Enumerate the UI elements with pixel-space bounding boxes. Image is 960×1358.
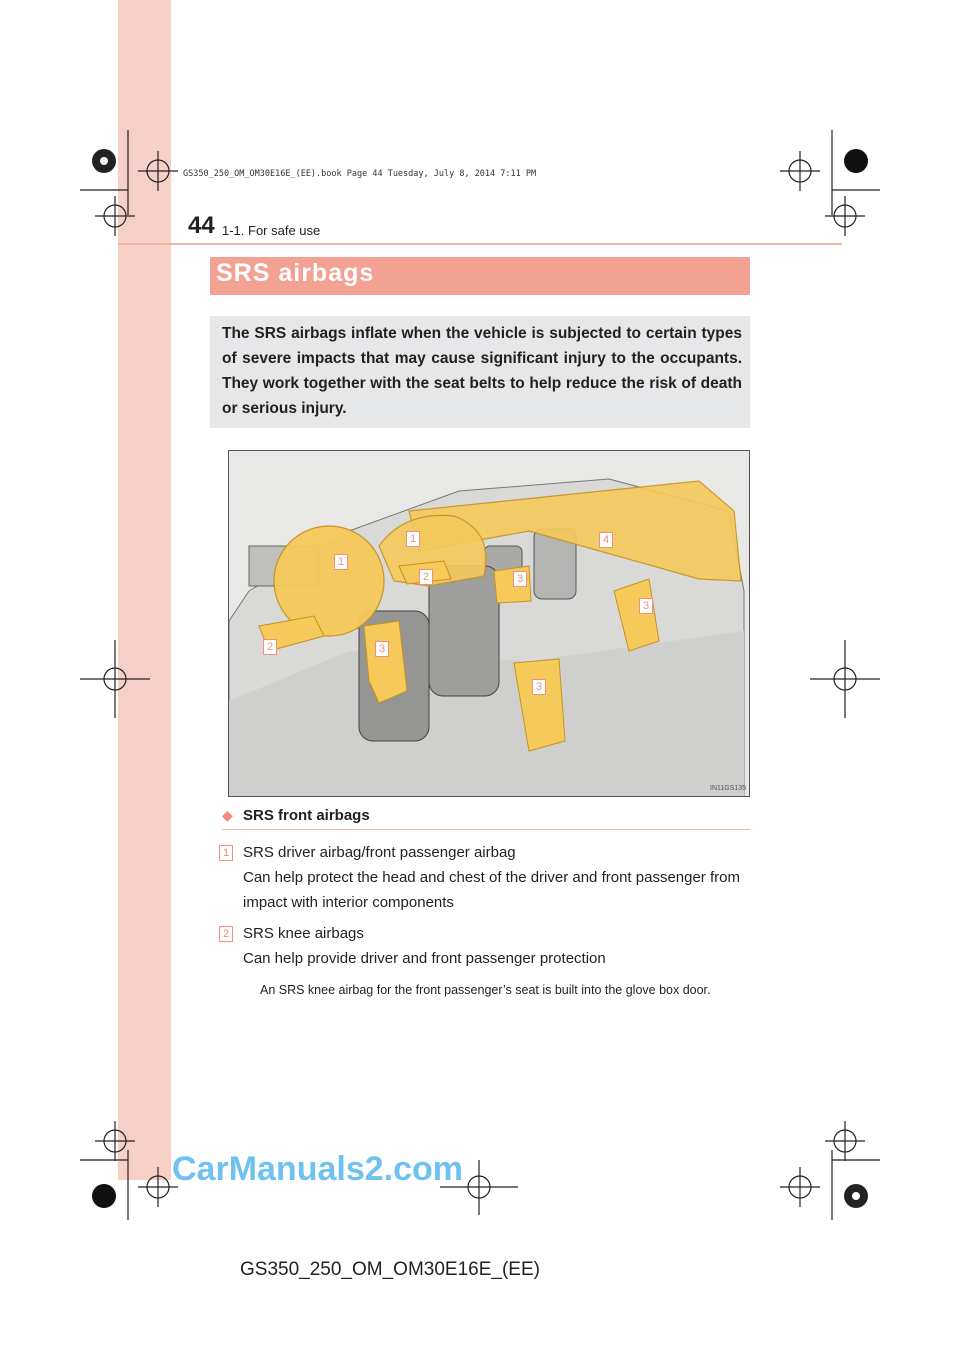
airbag-illustration [228, 450, 750, 797]
starburst-mark [92, 149, 116, 173]
crosshair-mark [810, 640, 880, 718]
figure-callout: 3 [375, 641, 389, 657]
front-passenger-seat [429, 566, 499, 696]
item-number-badge: 1 [219, 845, 233, 861]
figure-code: IN11GS135 [710, 785, 747, 792]
book-info-stamp: GS350_250_OM_OM30E16E_(EE).book Page 44 Tuesday, July 8, 2014 7:11 PM [183, 169, 537, 179]
figure-callout: 1 [406, 531, 420, 547]
figure-callout: 2 [263, 639, 277, 655]
page-title: SRS airbags [216, 259, 375, 287]
crosshair-mark [780, 151, 820, 191]
list-item [243, 840, 753, 915]
figure-callout: 2 [419, 569, 433, 585]
item-number-badge: 2 [219, 926, 233, 942]
note-text: An SRS knee airbag for the front passenger’s seat is built into the glove box door. [260, 983, 711, 997]
starburst-mark [844, 1184, 868, 1208]
figure-callout: 3 [639, 598, 653, 614]
figure-callout: 4 [599, 532, 613, 548]
starburst-mark [92, 1184, 116, 1208]
header-rule [118, 243, 842, 245]
airbag-illustration-svg [229, 451, 750, 797]
driver-airbag [274, 526, 384, 636]
intro-text: The SRS airbags inflate when the vehicle is subjected to certain types of severe impacts that may cause significant injury to the occupants. They work together with the seat belts to help reduce the risk of death or serious injury. [222, 325, 742, 417]
side-color-band [118, 0, 171, 1180]
figure-callout: 1 [334, 554, 348, 570]
item-title: SRS driver airbag/front passenger airbag [243, 844, 516, 861]
starburst-mark [844, 149, 868, 173]
crosshair-mark [780, 1167, 820, 1207]
subheading: SRS front airbags [243, 807, 370, 824]
watermark: CarManuals2.com [172, 1150, 463, 1188]
item-text: Can help protect the head and chest of the driver and front passenger from impact with interior components [243, 869, 740, 911]
section-label: 1-1. For safe use [222, 223, 321, 238]
list-item [243, 921, 753, 971]
crosshair-mark [825, 196, 865, 236]
figure-callout: 3 [513, 571, 527, 587]
diamond-icon: ◆ [222, 807, 233, 823]
subheading-rule [222, 829, 750, 830]
item-text: Can help provide driver and front passenger protection [243, 950, 606, 967]
footer-code: GS350_250_OM_OM30E16E_(EE) [240, 1259, 540, 1280]
figure-callout: 3 [532, 679, 546, 695]
crosshair-mark [825, 1121, 865, 1161]
page-number: 44 [188, 212, 215, 239]
item-title: SRS knee airbags [243, 925, 364, 942]
